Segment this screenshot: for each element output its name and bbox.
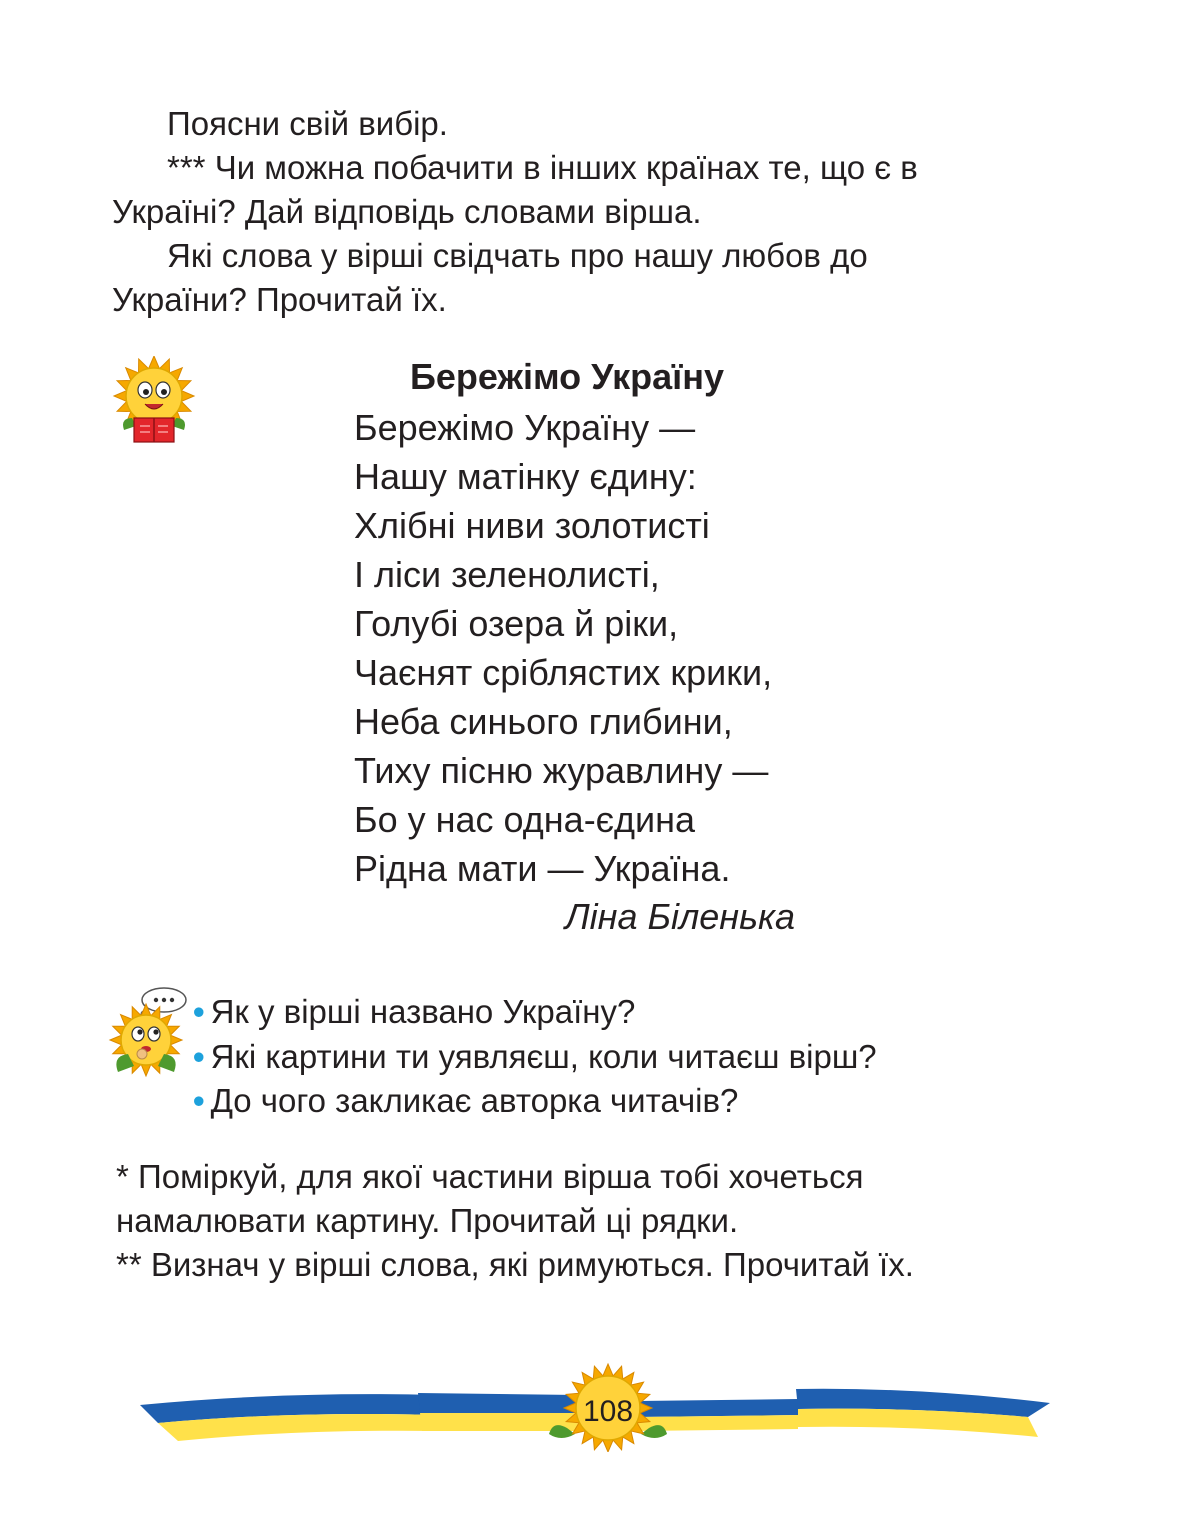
poem-line: І ліси зеленолисті, <box>354 554 660 595</box>
question-text: До чого закликає авторка читачів? <box>210 1082 739 1119</box>
task-line-2: намалювати картину. Прочитай ці рядки. <box>116 1202 739 1239</box>
bullet: • <box>193 1082 205 1119</box>
poem-line: Чаєнят сріблястих крики, <box>354 652 773 693</box>
intro-line-2: *** Чи можна побачити в інших країнах те, що є в <box>167 149 918 186</box>
poem-line: Тиху пісню журавлину — <box>354 750 769 791</box>
question-item <box>193 990 877 1035</box>
poem-line: Нашу матінку єдину: <box>354 456 697 497</box>
poem-line: Рідна мати — Україна. <box>354 848 731 889</box>
poem-author: Ліна Біленька <box>565 896 796 937</box>
poem-body <box>354 403 772 893</box>
question-list <box>193 990 877 1124</box>
poem-line: Неба синього глибини, <box>354 701 733 742</box>
page-number: 108 <box>582 1395 634 1428</box>
bullet: • <box>193 993 205 1030</box>
intro-line-3: Україні? Дай відповідь словами вірша. <box>112 193 702 230</box>
poem-line: Голубі озера й ріки, <box>354 603 679 644</box>
sunflower-thinking-icon <box>104 986 194 1078</box>
poem-line: Хлібні ниви золотисті <box>354 505 710 546</box>
task-line-3: ** Визнач у вірші слова, які римуються. Прочитай їх. <box>116 1246 914 1283</box>
poem-line: Бережімо Україну — <box>354 407 696 448</box>
question-text: Які картини ти уявляєш, коли читаєш вірш? <box>210 1037 877 1075</box>
intro-line-4: Які слова у вірші свідчать про нашу любов до <box>167 237 868 274</box>
poem-line: Бо у нас одна-єдина <box>354 799 696 840</box>
poem-title: Бережімо Україну <box>410 356 725 397</box>
question-item <box>193 1079 877 1124</box>
bullet: • <box>193 1037 205 1075</box>
question-text: Як у вірші названо Україну? <box>210 993 636 1030</box>
intro-line-5: України? Прочитай їх. <box>112 281 447 318</box>
sunflower-reading-book-icon <box>106 356 202 446</box>
intro-line-1: Поясни свій вибір. <box>167 105 448 142</box>
task-line-1: * Поміркуй, для якої частини вірша тобі хочеться <box>116 1158 864 1195</box>
question-item <box>193 1035 877 1080</box>
